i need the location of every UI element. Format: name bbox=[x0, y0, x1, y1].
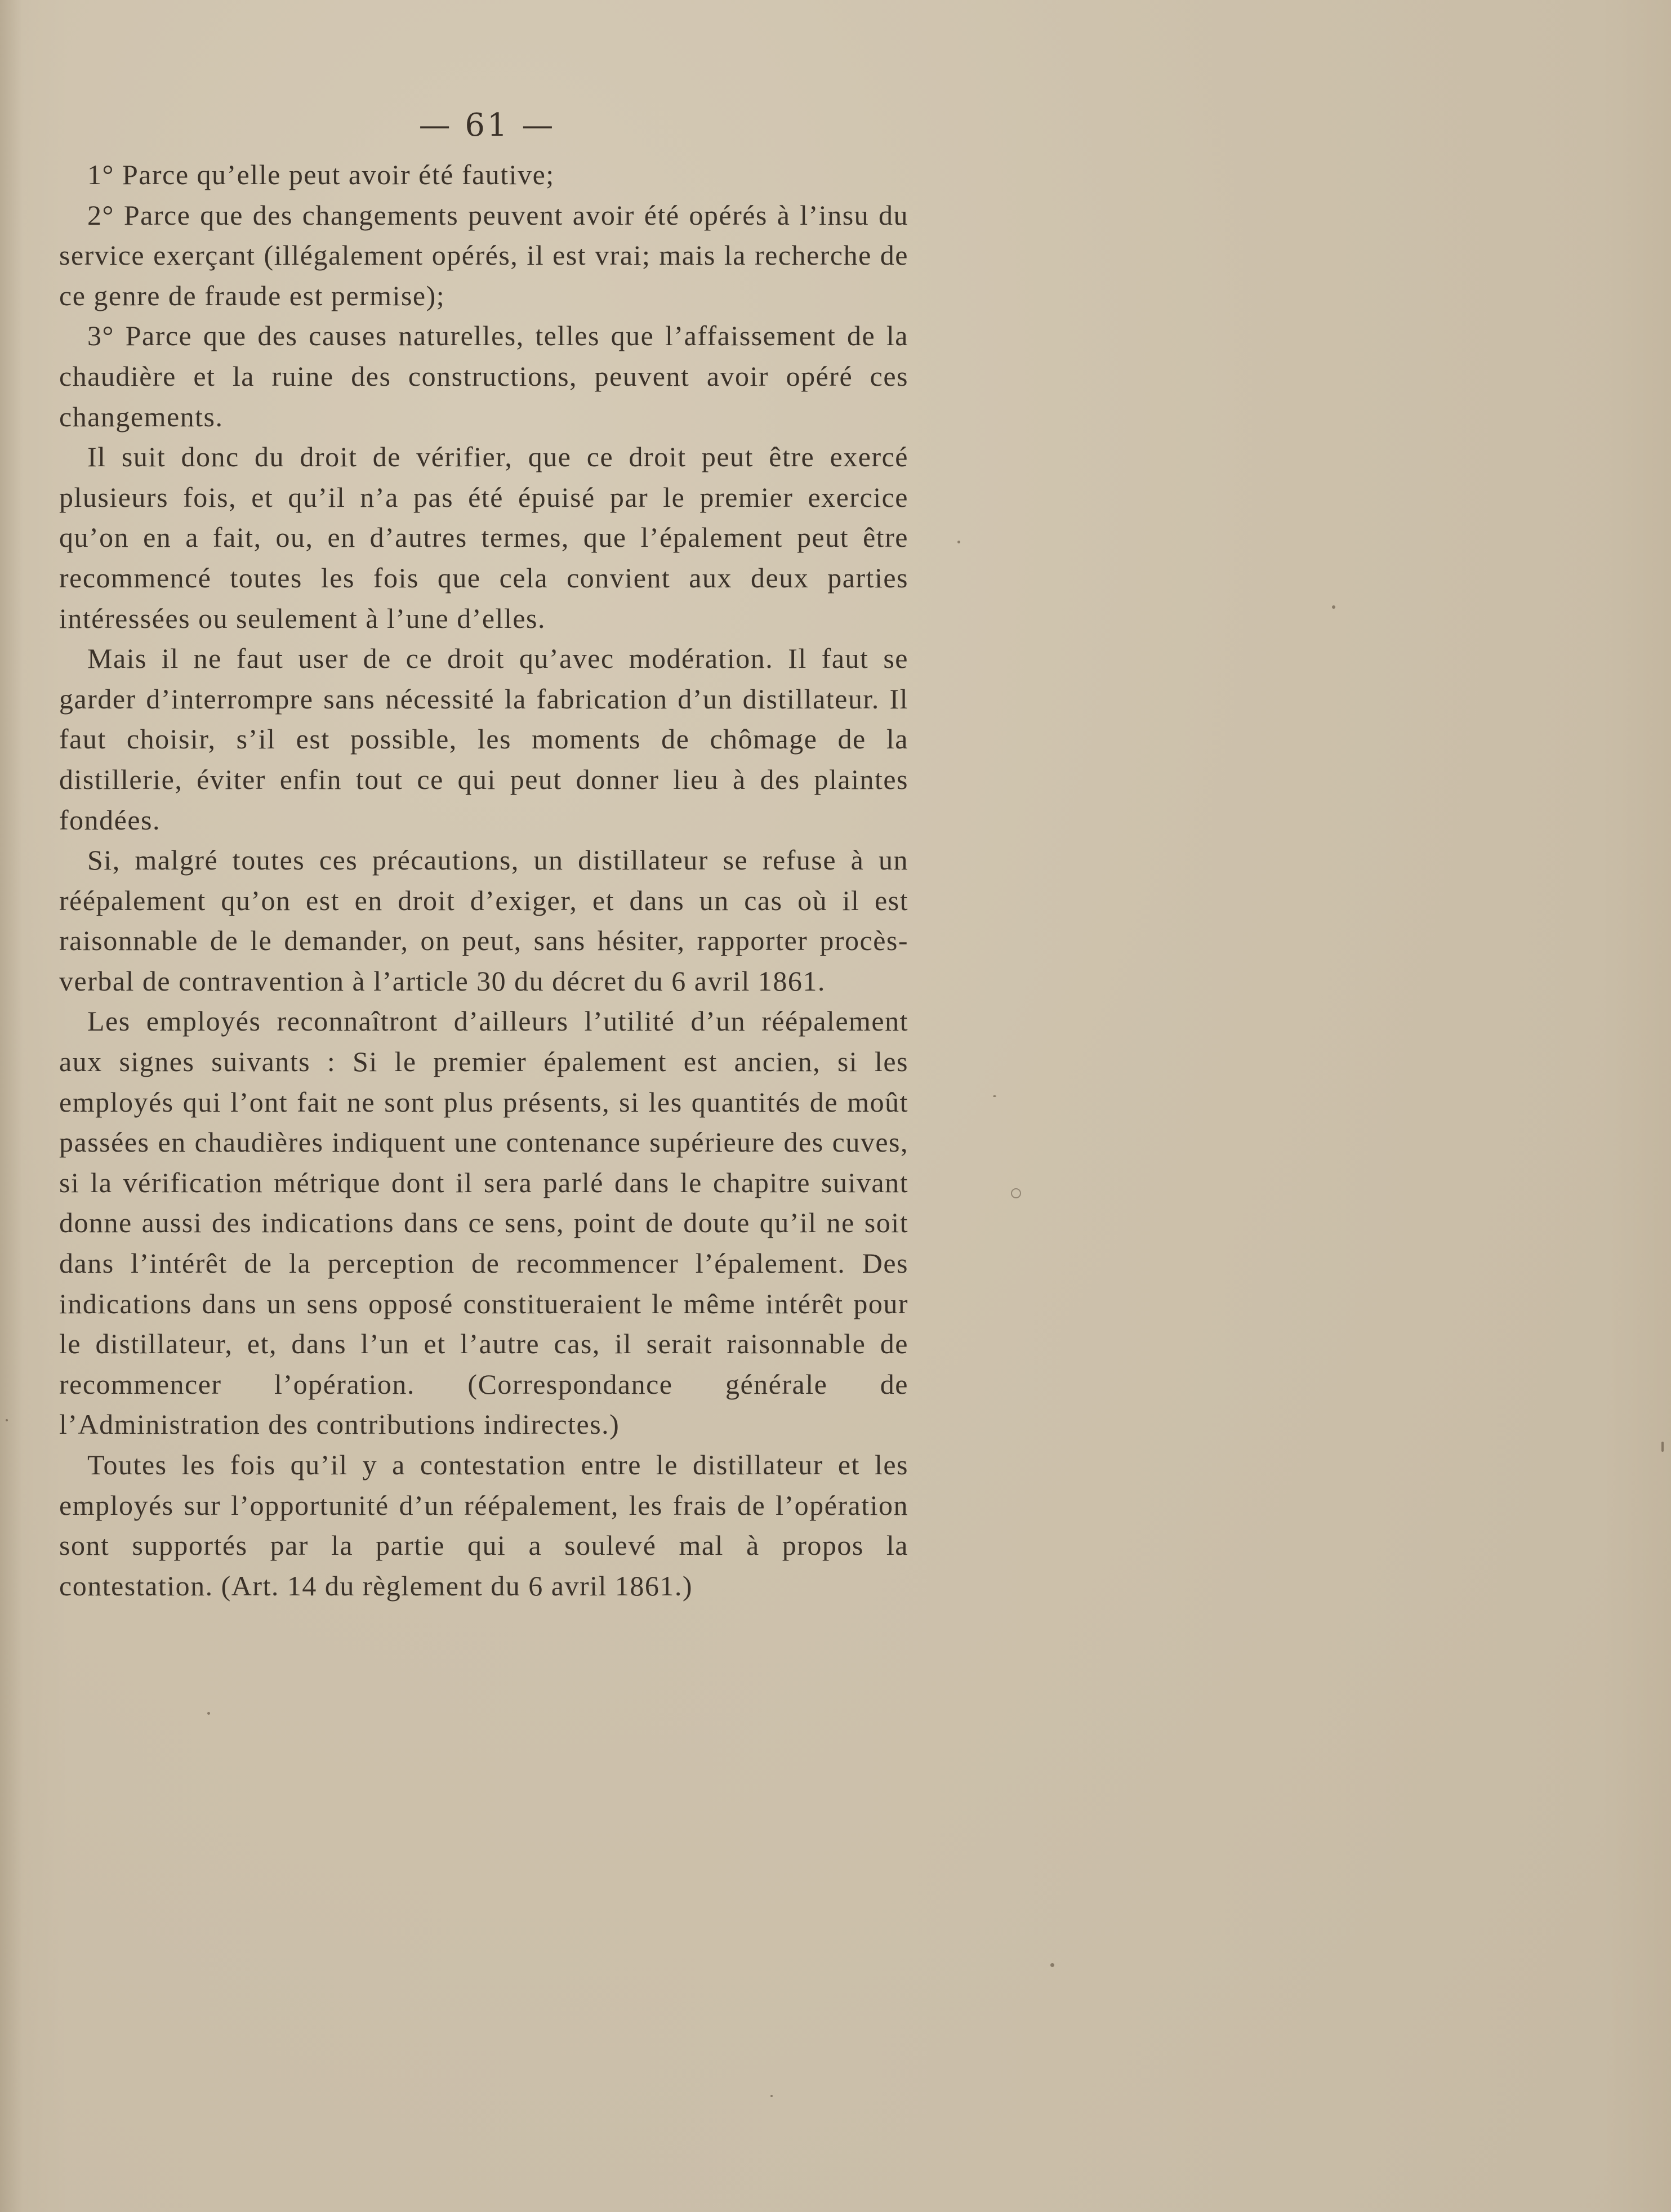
paper-speck bbox=[1050, 1963, 1054, 1967]
paper-speck bbox=[770, 2095, 773, 2097]
paragraph-reason-1: 1° Parce qu’elle peut avoir été fautive; bbox=[87, 159, 555, 190]
page-edge-shadow bbox=[0, 0, 23, 2212]
paper-speck bbox=[1332, 605, 1335, 609]
paper-speck bbox=[1011, 1188, 1021, 1198]
paragraph-refusal: Si, malgré toutes ces précautions, un distillateur se refuse à un réépalement qu’on est en droit d’exiger, et dans un cas où il est raisonnable de le demander, on peut, sans hésiter, rapporter procès-verbal de contravention à l’article 30 du décret du 6 avril 1861. bbox=[59, 844, 908, 997]
page-number: — 61 — bbox=[418, 107, 556, 144]
paragraph-moderation: Mais il ne faut user de ce droit qu’avec modération. Il faut se garder d’interrompre sans nécessité la fabrication d’un distillateur. Il faut choisir, s’il est possible, les moments de chômage de la distillerie, éviter enfin tout ce qui peut donner lieu à des plaintes fondées. bbox=[59, 643, 908, 836]
paper-speck bbox=[207, 1712, 210, 1715]
paragraph-reason-3: 3° Parce que des causes naturelles, telles que l’affaissement de la chaudière et la ruine des constructions, peuvent avoir opéré ces changements. bbox=[59, 320, 908, 432]
paragraph-reason-2: 2° Parce que des changements peuvent avoir été opérés à l’insu du service exerçant (illégalement opérés, il est vrai; mais la recherche de ce genre de fraude est permise); bbox=[59, 199, 908, 311]
paper-speck bbox=[993, 1095, 996, 1097]
paper-speck bbox=[6, 1419, 8, 1421]
paper-speck bbox=[957, 541, 960, 543]
paragraph-signs: Les employés reconnaîtront d’ailleurs l’utilité d’un réépalement aux signes suivants : Si le premier épalement est ancien, si les employés qui l’ont fait ne sont plus présents, si les quantités de moût passées en chaudières indiquent une contenance supérieure des cuves, si la vérification métrique dont il sera parlé dans le chapitre suivant donne aussi des indications dans ce sens, point de doute qu’il ne soit dans l’intérêt de la perception de recommencer l’épalement. Des indications dans un sens opposé constitueraient le même intérêt pour le distillateur, et, dans l’un et l’autre cas, il serait raisonnable de recommencer l’opération. (Correspondance générale de l’Administration des contributions indirectes.) bbox=[59, 1005, 908, 1441]
paragraph-right-to-verify: Il suit donc du droit de vérifier, que ce droit peut être exercé plusieurs fois, et qu’il n’a pas été épuisé par le premier exercice qu’on en a fait, ou, en d’autres termes, que l’épalement peut être recommencé toutes les fois que cela convient aux deux parties intéressées ou seulement à l’une d’elles. bbox=[59, 441, 908, 634]
body-text bbox=[59, 155, 908, 1606]
paragraph-costs: Toutes les fois qu’il y a contestation entre le distillateur et les employés sur l’opportunité d’un réépalement, les frais de l’opération sont supportés par la partie qui a soulevé mal à propos la contestation. (Art. 14 du règlement du 6 avril 1861.) bbox=[59, 1449, 908, 1602]
paper-speck bbox=[1661, 1442, 1664, 1452]
